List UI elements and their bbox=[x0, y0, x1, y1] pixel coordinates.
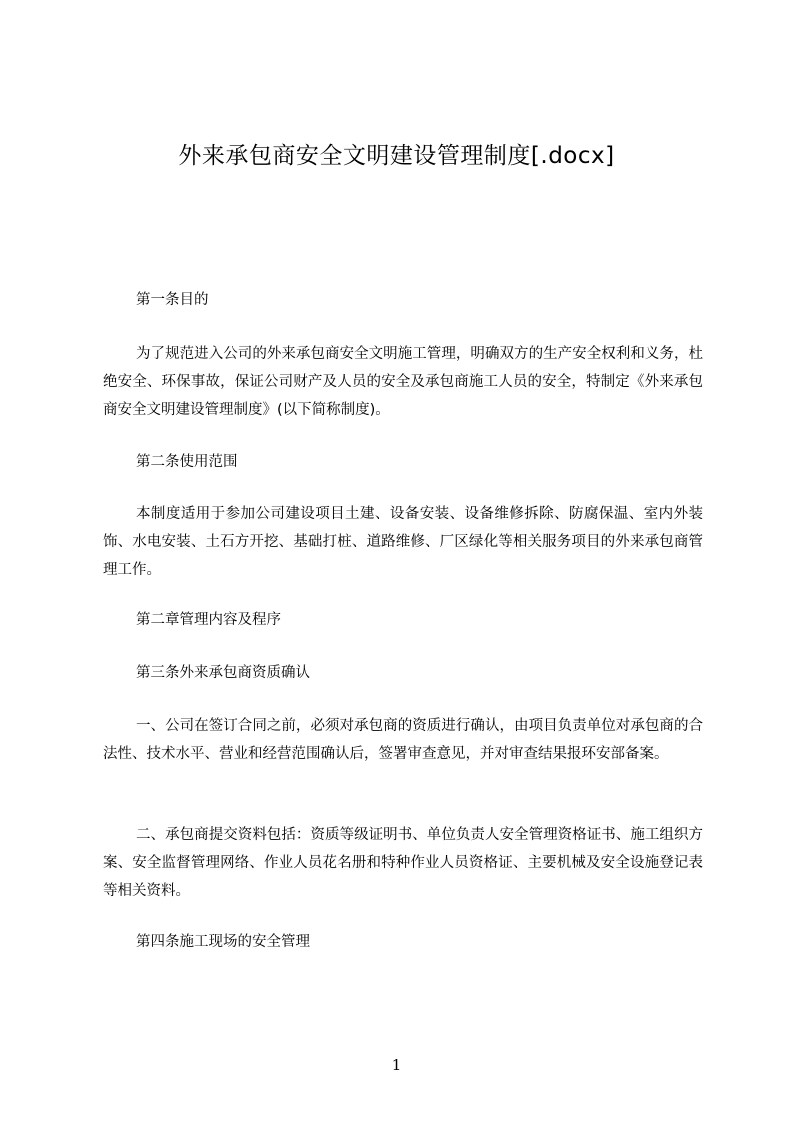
article-2-paragraph: 本制度适用于参加公司建设项目土建、设备安装、设备维修拆除、防腐保温、室内外装饰、水电安装、土石方开挖、基础打桩、道路维修、厂区绿化等相关服务项目的外来承包商管理工作。 bbox=[103, 506, 703, 578]
page-number: 1 bbox=[391, 1056, 402, 1074]
article-1-paragraph: 为了规范进入公司的外来承包商安全文明施工管理，明确双方的生产安全权利和义务，杜绝安全、环保事故，保证公司财产及人员的安全及承包商施工人员的安全，特制定《外来承包商安全文明建设管理制度》(以下简称制度)。 bbox=[103, 346, 703, 418]
chapter-2-heading: 第二章管理内容及程序 bbox=[136, 612, 281, 628]
article-3-heading: 第三条外来承包商资质确认 bbox=[136, 665, 310, 681]
document-title: 外来承包商安全文明建设管理制度[.docx] bbox=[178, 143, 615, 169]
article-1-heading: 第一条目的 bbox=[136, 292, 209, 308]
article-3-item-1-paragraph: 一、公司在签订合同之前，必须对承包商的资质进行确认，由项目负责单位对承包商的合法性、技术水平、营业和经营范围确认后，签署审查意见，并对审查结果报环安部备案。 bbox=[103, 718, 703, 762]
article-4-heading: 第四条施工现场的安全管理 bbox=[136, 934, 310, 950]
article-2-heading: 第二条使用范围 bbox=[136, 454, 238, 470]
article-3-item-2-paragraph: 二、承包商提交资料包括：资质等级证明书、单位负责人安全管理资格证书、施工组织方案、安全监督管理网络、作业人员花名册和特种作业人员资格证、主要机械及安全设施登记表等相关资料。 bbox=[103, 827, 703, 899]
